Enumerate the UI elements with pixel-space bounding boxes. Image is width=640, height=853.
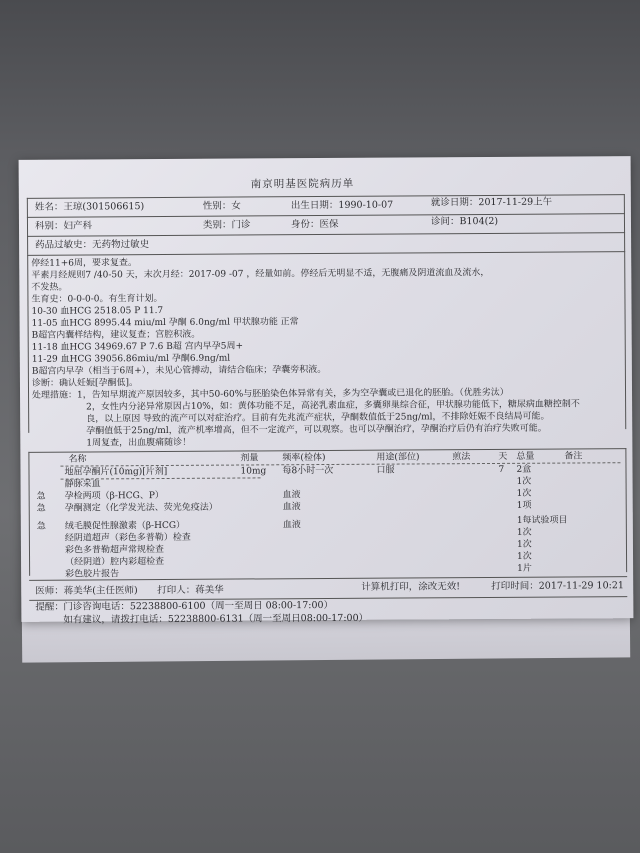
printer-field: 打印人：蒋美华: [157, 584, 224, 597]
order-days: 7: [498, 464, 505, 475]
treatment-line: 孕酮值低于25ng/ml，流产机率增高，但不一定流产，可以观察。也可以孕酮治疗，孕酮治疗后仍有治疗失败可能。: [86, 423, 547, 437]
order-freq: 血液: [282, 490, 301, 501]
order-name: 孕检两项（β-HCG、P）: [64, 490, 164, 502]
record-line: 11-05 血HCG 8995.44 miu/ml 孕酮 6.0ng/ml 甲状腺功能 正常: [31, 317, 299, 329]
header-left-border: [27, 198, 28, 255]
sex-field: 性别：女: [202, 200, 241, 212]
order-dose: 10mg: [240, 466, 267, 477]
record-line: 生育史：0-0-0-0。有生育计划。: [31, 293, 163, 305]
record-line: B超宫内囊样结构，建议复查；宫腔积液。: [31, 329, 201, 341]
identity-field: 身份：医保: [290, 218, 339, 231]
order-usage: 口服: [376, 465, 395, 476]
urgent-flag: 急: [36, 503, 46, 514]
dob-field: 出生日期：1990-10-07: [290, 199, 394, 212]
order-total: 1项: [516, 500, 532, 511]
treatment-line: 2，女性内分泌异常原因占10%，如：黄体功能不足，高泌乳素血症，多囊卵巢综合征，甲状腺功能低下，糖尿病血糖控制不: [86, 399, 580, 413]
record-line: B超宫内早孕（相当于6周+），未见心管搏动，请结合临床；孕囊旁积液。: [31, 364, 327, 377]
visit-date-field: 就诊日期：2017-11-29上午: [430, 196, 553, 209]
order-total: 1次: [516, 539, 532, 550]
order-name: 经阴道超声（彩色多普勒）检查: [64, 532, 191, 544]
treatment-line: 1周复查，出血腹痛随诊！: [86, 437, 192, 449]
orders-right-border: [625, 448, 627, 572]
order-total: 1次: [516, 488, 532, 499]
record-line: 平素月经规则7 /40-50 天，末次月经：2017-09 -07 ，经量如前。停经后无明显不适，无腹痛及阴道流血及流水，: [31, 268, 490, 281]
order-freq: 血液: [282, 502, 301, 513]
order-total: 1次: [516, 551, 532, 562]
type-field: 类别：门诊: [202, 219, 251, 231]
record-right-border: [624, 251, 626, 429]
treatment-line: 良，以上原因 导致的流产可以对症治疗。目前有先兆流产症状，孕酮数值低于25ng/ml，不排除妊娠不良结局可能。: [86, 411, 550, 425]
order-freq: 血液: [282, 520, 301, 531]
urgent-flag: 急: [36, 521, 46, 532]
allergy-field: 药品过敏史：无药物过敏史: [35, 239, 150, 251]
order-total: 1次: [516, 476, 532, 487]
header-row-border: [27, 213, 625, 218]
col-header-usage: 用途(部位): [376, 452, 420, 463]
order-freq: 每8小时一次: [282, 465, 334, 477]
order-name: 孕酮测定（化学发光法、荧光免疫法）: [64, 502, 218, 514]
col-header-name: 名称: [68, 454, 87, 465]
order-name: （经阴道）腔内彩超检查: [65, 556, 165, 568]
order-name: 彩色多普勒超声常规检查: [64, 544, 165, 556]
order-name: 彩色胶片报告: [65, 569, 120, 580]
diagnosis-line: 诊断：确认妊娠[孕酮低]。: [31, 378, 139, 389]
dept-field: 科别：妇产科: [34, 220, 93, 232]
record-left-border: [27, 255, 29, 433]
record-line: 11-18 血HCG 34969.67 P 7.6 B超 宫内早孕5周+: [31, 341, 244, 353]
record-line: 11-29 血HCG 39056.86miu/ml 孕酮6.9ng/ml: [31, 353, 231, 365]
reminder-label: 提醒：: [35, 601, 64, 613]
col-header-dose: 剂量: [240, 453, 259, 464]
medical-record-paper: [19, 156, 634, 626]
header-bottom-border: [27, 251, 625, 256]
col-header-total: 总量: [516, 451, 535, 462]
order-total: 1次: [516, 527, 532, 538]
header-right-border: [624, 194, 625, 251]
order-name: 绒毛膜促性腺激素（β-HCG）: [64, 520, 186, 532]
name-field: 姓名：王琼(301506615): [34, 201, 145, 213]
print-time-field: 打印时间：2017-11-29 10:21: [491, 580, 624, 592]
col-header-method: 煎法: [452, 452, 471, 463]
room-field: 诊间：B104(2): [430, 215, 499, 228]
record-line: 10-30 血HCG 2518.05 P 11.7: [31, 305, 164, 317]
print-notice: 计算机打印，涂改无效!: [361, 581, 461, 593]
order-total: 1片: [517, 563, 532, 574]
col-header-days: 天: [498, 451, 508, 462]
hospital-title: 南京明基医院病历单: [250, 177, 355, 191]
urgent-flag: 急: [36, 491, 46, 502]
record-line: 不发热。: [31, 282, 68, 293]
reminder-line: 门诊咨询电话：52238800-6100（周一至周日 08:00-17:00）: [63, 599, 334, 613]
header-row-border: [27, 232, 625, 237]
order-name: 地屈孕酮片(10mg)[片剂]: [64, 466, 168, 478]
record-line: 停经11+6周，要求复查。: [31, 258, 137, 269]
order-name: 静脉采血: [64, 479, 101, 490]
col-header-note: 备注: [564, 451, 583, 462]
col-header-freq: 频率(检体): [282, 453, 326, 464]
orders-left-border: [28, 452, 30, 576]
doctor-field: 医师：蒋美华(主任医师): [35, 585, 138, 597]
reminder-line: 如有建议，请拨打电话：52238800-6131（周一至周日08:00-17:00）: [63, 612, 369, 626]
treatment-line: 处理措施：1，告知早期流产原因较多，其中50-60%与胚胎染色体异常有关，多为空孕囊或已退化的胚胎。（优胜劣汰）: [32, 387, 509, 401]
order-total: 2盒: [516, 464, 532, 475]
order-total: 1每试验项目: [516, 515, 568, 526]
